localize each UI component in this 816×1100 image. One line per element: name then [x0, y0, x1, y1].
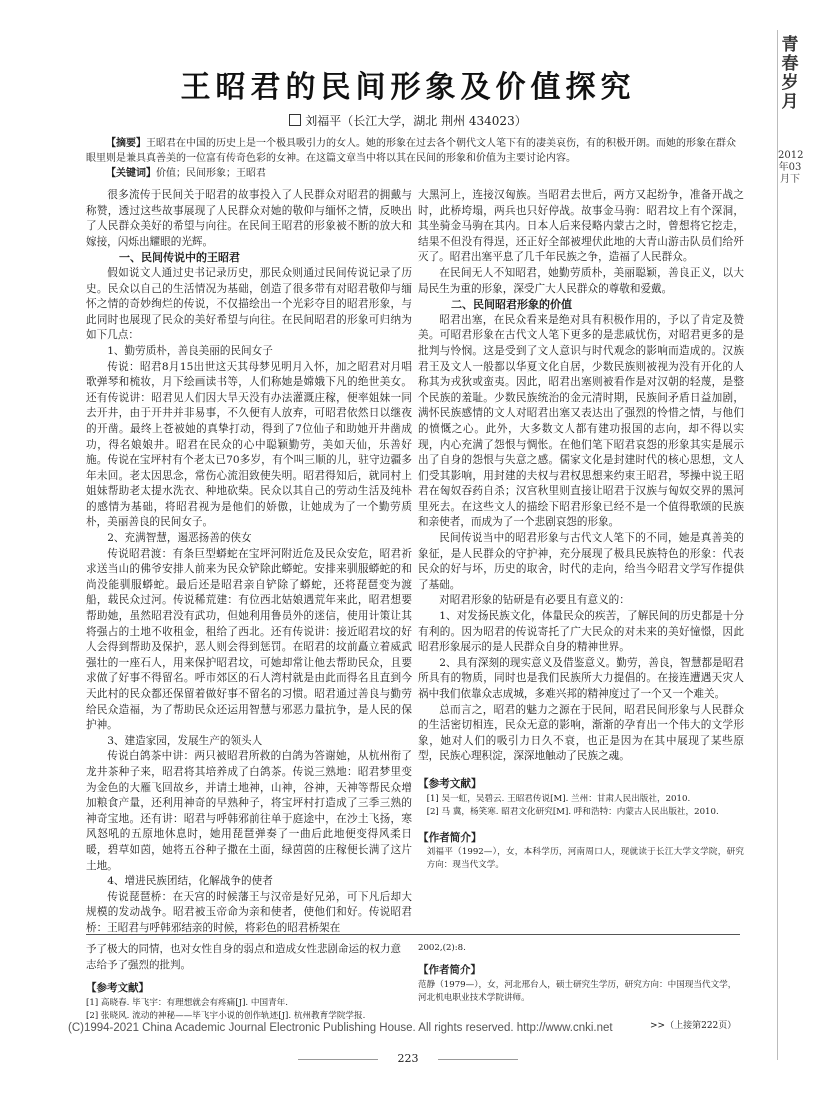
previous-author-heading: 【作者简介】	[418, 964, 481, 976]
section-heading: 2、充满智慧，遏恶扬善的侠女	[107, 532, 252, 545]
reference-item: [2] 马 冀，杨笑寒. 昭君文化研究[M]. 呼和浩特：内蒙古人民出版社，2010.	[426, 806, 719, 817]
paragraph: 传说白鸽茶中讲：两只被昭君所救的白鸽为答谢她，从杭州衔了龙井茶种子来，昭君将其培养成了白鸽茶。传说三熟地：昭君梦里变为金色的大雁飞回故乡，并请土地神，山神，谷神，天神等帮民众增加粮食产量，还利用神奇的早熟种子，将宝坪村打造成了三季三熟的神奇宝地。还有讲：昭君与呼韩邪前往单于庭途中，在沙土飞扬，寒风怒吼的五原地休息时，她用琵琶弹奏了一曲后此地便变得风柔日暖，碧草如茵，她将五谷种子撒在土面，绿茵茵的庄稼便长满了这片土地。	[86, 750, 412, 872]
paragraph: 总而言之，昭君的魅力之源在于民间，昭君民间形象与人民群众的生活密切相连，民众无意的影响，渐渐的孕育出一个伟大的文学形象，她对人们的吸引力日久不衰，也正是因为在其中展现了某些原型，民族心理积淀，深深地触动了民族之魂。	[418, 703, 744, 763]
paragraph: 传说：昭君8月15出世这天其母梦见明月入怀，加之昭君对月唱歌弹琴和梳妆，月下绘画读书等，人们称她是嫦娥下凡的绝世美女。还有传说讲：昭君见人们因大旱天没有办法灌溉庄稼，便率姐妹一同去开井，由于开井并非易事，不久便有人放弃，可昭君依然日以继夜的开凿。最终上苍被她的真挚打动，得到了7位仙子和助她开井凿成功，得名娘娘井。昭君在民众的心中聪颖勤劳，美如天仙，乐善好施。传说在宝坪村有个老太已70多岁，有个叫三顺的儿，驻守边疆多年未回。老太因思念，常伤心流泪致使失明。昭君得知后，就同村上姐妹帮助老太提水洗衣、种地砍柴。民众以其自己的劳动生活及纯朴的感情为基础，将昭君视为是他们的娇傲，让她成为了一个勤劳质朴，美丽善良的民间女子。	[86, 360, 412, 529]
paragraph: 昭君出塞，在民众看来是绝对具有积极作用的，予以了肯定及赞美。可昭君形象在古代文人笔下更多的是悲戚忧伤，对昭君更多的是批判与怜悯。这是受到了文人意识与时代观念的影响而造成的。汉族君王及文人一般都以华夏文化自居，少数民族则被视为没有开化的人称其为戎狄或蛮夷。因此，昭君出塞则被看作是对汉朝的轻蔑，是整个民族的羞耻。少数民族统治的金元清时期，民族间矛盾日益加剧，满怀民族感情的文人对昭君出塞又表达出了强烈的怜惜之情，与他们的愤慨之心。此外，大多数文人都有建功报国的志向，却不得以实现，内心充满了怨恨与惆怅。在他们笔下昭君哀怨的形象其实是展示出了自身的怨恨与失意之感。儒家文化是封建时代的核心思想，文人们受其影响，用封建的夫权与君权思想来约束王昭君，琴操中说王昭君在匈奴吞药自杀；汉宫秋里则直接让昭君于汉族与匈奴交界的黑河里死去。在这些文人的描绘下昭君形象已经不是一个值得歌颂的民族和亲使者，而成为了一个悲剧哀怨的形象。	[418, 313, 744, 529]
previous-author-text: 范静（1979—），女，河北邢台人，硕士研究生学历，研究方向：中国现当代文学，河北机电职业技术学院讲师。	[418, 979, 737, 1003]
paragraph: 很多流传于民间关于昭君的故事投入了人民群众对昭君的拥戴与称赞，透过这些故事展现了人民群众对她的敬仰与缅怀之情，反映出了人民群众美好的希望与向往。在民间王昭君的形象被不断的放大和嫁接，闪烁出耀眼的光辉。	[86, 189, 412, 248]
previous-references-heading: 【参考文献】	[86, 982, 149, 994]
section-heading: 二、民间昭君形象的价值	[451, 298, 572, 312]
keywords-text: 价值；民间形象；王昭君	[156, 168, 266, 179]
author-intro-heading: 【作者简介】	[418, 831, 482, 844]
section-heading: 1、勤劳质朴，善良美丽的民间女子	[107, 344, 273, 357]
paragraph: 2、具有深刻的现实意义及借鉴意义。勤劳，善良，智慧都是昭君所具有的物质，同时也是我们民族所大力提倡的。在接连遭遇天灾人祸中我们依靠众志成城，多难兴邦的精神度过了一个又一个难关。	[418, 656, 744, 700]
paragraph: 传说昭君渡：有条巨型蟒蛇在宝坪河附近危及民众安危，昭君祈求送当山的佛爷安排人前来为民众铲除此蟒蛇。安排来驯服蟒蛇的和尚没能驯服蟒蛇。最后还是昭君亲自铲除了蟒蛇，还将琵琶变为渡船，载民众过河。传说稀荒建：有位西北姑娘遇荒年来此，昭君想要帮助她，虽然昭君没有武功，但她利用鲁员外的迷信，使用计策让其将强占的土地不收租金，租给了西北。还有传说讲：接近昭君坟的好人会得到帮助及保护，恶人则会得到惩罚。在昭君的坟前矗立着威武强壮的一座石人，用来保护昭君坟，可她却常让他去帮助民众，且要求做了好事不得留名。呼市郊区的石人湾村就是由此而得名且直到今天此村的民众都还保留着做好事不留名的习惯。昭君通过善良与勤劳给民众造福，为了帮助民众还运用智慧与邪恶力量抗争，是人民的保护神。	[86, 547, 412, 732]
paragraph: 1、对发扬民族文化，体量民众的疾苦，了解民间的历史都是十分有利的。因为昭君的传说寄托了广大民众的对未来的美好憧憬，因此昭君形象展示的是人民群众自身的精神世界。	[418, 610, 744, 654]
author-line	[88, 112, 728, 129]
previous-article-right	[418, 942, 738, 1005]
previous-references-list	[86, 997, 406, 1023]
issue-date: 2012年03月下	[778, 150, 804, 185]
paragraph: 传说琵琶桥：在天宫的时候藩王与汉帝是好兄弟，可下凡后却大规模的发动战争。昭君被玉帝命为亲和使者，使他们和好。传说昭君桥：王昭君与呼韩邪结亲的时候，将彩色的昭君桥架在	[86, 890, 412, 934]
author-intro-text: 刘福平（1992—），女，本科学历，河南周口人，现就读于长江大学文学院，研究方向：现当代文学。	[426, 847, 744, 871]
paragraph: 民间传说当中的昭君形象与古代文人笔下的不同，她是真善美的象征，是人民群众的守护神，充分展现了极具民族特色的形象：代表民众的好与坏，历史的取舍，时代的走向，给当今昭君文学写作提供了基础。	[418, 532, 744, 591]
journal-sidebar	[778, 36, 802, 186]
journal-name: 青春岁月	[781, 35, 799, 112]
paragraph: 大黑河上，连接汉匈族。当昭君去世后，两方又起纷争，准备开战之时，此桥垮塌，两兵也只好停战。故事金马驹：昭君坟上有个深洞，其坐骑金马驹在其内。日本人后来侵略内蒙古之时，曾想将它挖走，结果不但没有得逞，还正好全部被埋伏此地的大青山游击队员们给歼灭了。昭君出塞平息了几千年民族之争，造福了人民群众。	[418, 189, 744, 264]
keywords-label: 【关键词】	[106, 168, 156, 179]
section-heading: 4、增进民族团结，化解战争的使者	[107, 875, 273, 888]
references-heading: 【参考文献】	[418, 777, 482, 790]
author-text: 刘福平（长江大学，湖北 荆州 434023）	[305, 114, 527, 128]
references-list	[418, 793, 744, 819]
paragraph: 假如说文人通过史书记录历史，那民众则通过民间传说记录了历史。民众以自己的生活情况为基础，创造了很多带有对昭君敬仰与缅怀之情的奇妙绚烂的传说，不仅描绘出一个光彩夺目的昭君形象，与此同时也展现了民众的美好希望与向往。在民间昭君的形象可归纳为如下几点：	[86, 266, 412, 342]
right-column	[418, 188, 744, 872]
left-column	[86, 188, 412, 937]
paragraph: 对昭君形象的钻研是有必要且有意义的：	[439, 594, 630, 607]
square-icon	[289, 114, 301, 126]
section-heading: 一、民间传说中的王昭君	[119, 251, 240, 265]
copyright-line: (C)1994-2021 China Academic Journal Electronic Publishing House. All rights reserved. http://www.cnki.net	[68, 1022, 613, 1034]
reference-item: [1] 高晓春. 毕飞宇：有理想就会有疼痛[J]. 中国青年.	[86, 997, 288, 1008]
reference-item: [1] 吴一虹，吴碧云. 王昭君传说[M]. 兰州：甘肃人民出版社，2010.	[426, 793, 691, 804]
right-column-body	[418, 188, 744, 765]
previous-ref-tail: 2002,(2):8.	[418, 943, 466, 953]
abstract-text: 王昭君在中国的历史上是一个极具吸引力的女人。她的形象在过去各个朝代文人笔下有的凄美哀伤，有的积极开朗。而她的形象在群众眼里则是兼具真善美的一位富有传奇色彩的女神。在这篇文章当中将以其在民间的形象和价值为主要讨论内容。	[86, 138, 736, 164]
previous-article-tail	[86, 942, 406, 1023]
keywords	[86, 166, 736, 181]
continued-note: >>（上接第222页）	[650, 1021, 737, 1031]
section-heading: 3、建造家园，发展生产的领头人	[107, 734, 263, 747]
page-number: 223	[378, 1052, 438, 1065]
abstract	[86, 136, 736, 166]
abstract-label: 【摘要】	[106, 138, 146, 149]
section-divider	[86, 934, 740, 935]
article-title: 王昭君的民间形象及价值探究	[180, 70, 636, 105]
paragraph: 在民间无人不知昭君，她勤劳质朴，美丽聪颖，善良正义，以大局民生为重的形象，深受广大人民群众的尊敬和爱戴。	[418, 266, 744, 295]
reference-item: [2] 张晓风. 流动的神秘——毕飞宇小说的创作轨迹[J]. 杭州教育学院学报.	[86, 1010, 366, 1021]
previous-article-text: 予了极大的同情，也对女性自身的弱点和造成女性悲剧命运的权力意志给予了强烈的批判。	[86, 943, 401, 971]
